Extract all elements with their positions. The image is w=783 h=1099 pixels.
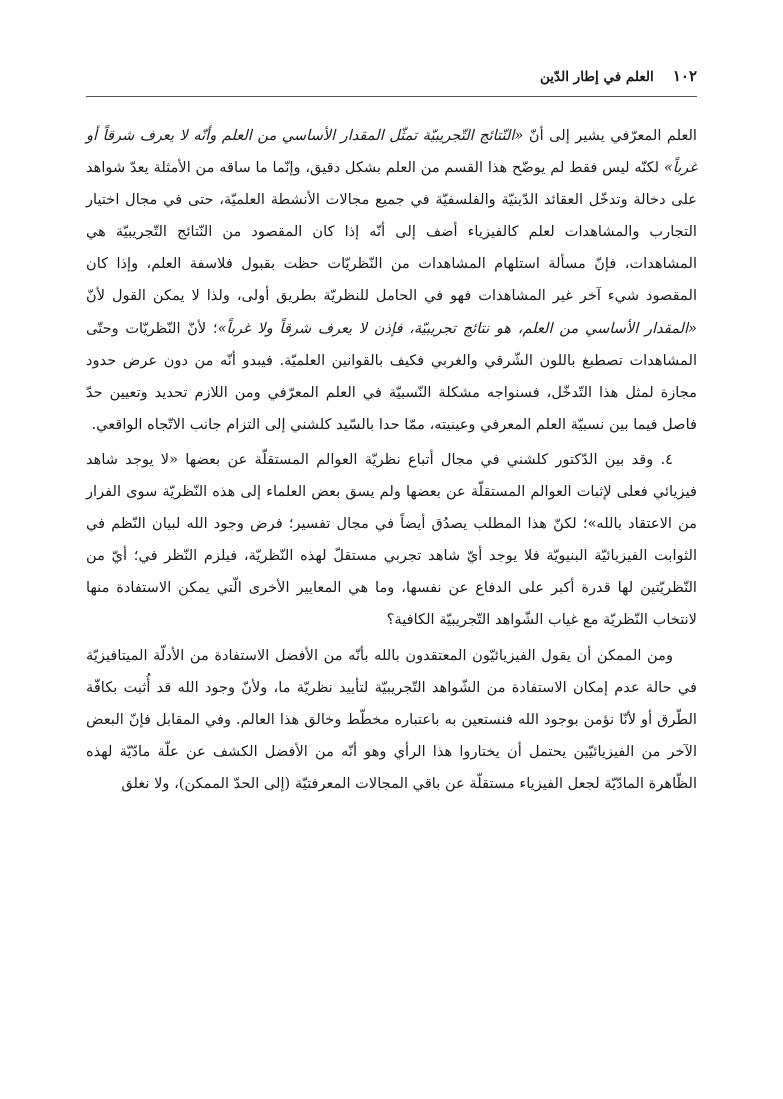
quote-2: «المقدار الأساسي من العلم، هو نتائج تجريبيّة، فإذن لا يعرف شرقاً ولا غرباً» [217, 319, 697, 337]
paragraph-1-text-a: العلم المعرّفي يشير إلى أنّ [523, 127, 697, 144]
quote-1: «النّتائج التّجريبيّة تمثّل المقدار الأساسي من العلم وأنّه لا يعرف شرقاً أو غرباً» [86, 127, 697, 177]
running-title: العلم في إطار الدّين [539, 69, 654, 85]
paragraph-2: ٤. وقد بين الدّكتور كلشني في مجال أتباع نظريّة العوالم المستقلّة عن بعضها «لا يوجد شاهد فيزيائي فعلى لإثبات العوالم المستقلّة عن بعضها ولم يسق بعض العلماء إلى هذه النّظريّة سوى الفرار من الاعتقاد بالله»؛ لكنّ هذا المطلب يصدُق أيضاً في مجال تفسير؛ فرض وجود الله لبيان النّظم في الثوابت الفيزيائيّة البنيويّة فلا يوجد أيّ شاهد تجربي مستقلّ لهذه النّظريّة، فيلزم النّظر في؛ أيّ من النّظريّتين لها قدرة أكبر على الدفاع عن نفسها، وما هي المعايير الأخرى الّتي يمكن الاستفادة منها لانتخاب النّظريّة مع غياب الشّواهد التّجريبيّة الكافية؟ [86, 450, 697, 629]
paragraph-3: ومن الممكن أن يقول الفيزيائيّون المعتقدون بالله بأنّه من الأفضل الاستفادة من الأدلّة الميتافيزيّة في حالة عدم إمكان الاستفادة من الشّواهد التّجريبيّة لتأييد نظريّة ما، ولأنّ وجود الله قد أُثبت بكافّة الطّرق أو لأنّا نؤمن بوجود الله فنستعين به باعتباره مخطّط وخالق هذا العالم. وفي المقابل فإنّ البعض الآخر من الفيزيائيّين يحتمل أن يختاروا هذا الرأي وهو أنّه من الأفضل الكشف عن علّة مادّيّة لهذه الظّاهرة المادّيّة لجعل الفيزياء مستقلّة عن باقي المجالات المعرفتيّة (إلى الحدّ الممكن)، ولا نغلق [86, 646, 697, 792]
page-header [86, 66, 697, 97]
page-number: ١٠٢ [672, 67, 697, 85]
page-body [86, 120, 697, 803]
paragraph-1-text-b: لكنّه ليس فقط لم يوضّح هذا القسم من العلم بشكل دقيق، وإنّما ما ساقه من الأمثلة يعدّ شواهد على دخالة وتدخّل العقائد الدّينيّة والفلسفيّة في جميع مجالات الأنشطة العلميّة، حتى في مجال اختيار التجارب والمشاهدات لعلم كالفيزياء أضف إلى أنّه إذا كان المقصود من النّتائج التّجريبيّة هي المشاهدات، فإنّ مسألة استلهام المشاهدات من النّظريّات حظت بقبول فلاسفة العلم، وإذا كان المقصود شيء آخر غير المشاهدات فهو في الحامل للنظريّة بطريق أولى، ولذا لا يمكن القول لأنّ [86, 159, 697, 305]
paragraph-1-text-c: ؛ لأنّ النّظريّات وحتّى المشاهدات تصطبغ باللون الشّرقي والغربي فكيف بالقوانين العلميّة. فيبدو أنّه من دون عرض حدود مجازة لمثل هذا التّدخّل، فسنواجه مشكلة النّسبيّة في العلم المعرّفي ومن اللازم تحديد وتعيين حدّ فاصل فيما بين نسبيّة العلم المعرفي وعينيته، ممّا حدا بالسّيد كلشني إلى التزام جانب الاتّجاه الواقعي. [86, 319, 697, 433]
paragraph-1 [86, 120, 697, 441]
